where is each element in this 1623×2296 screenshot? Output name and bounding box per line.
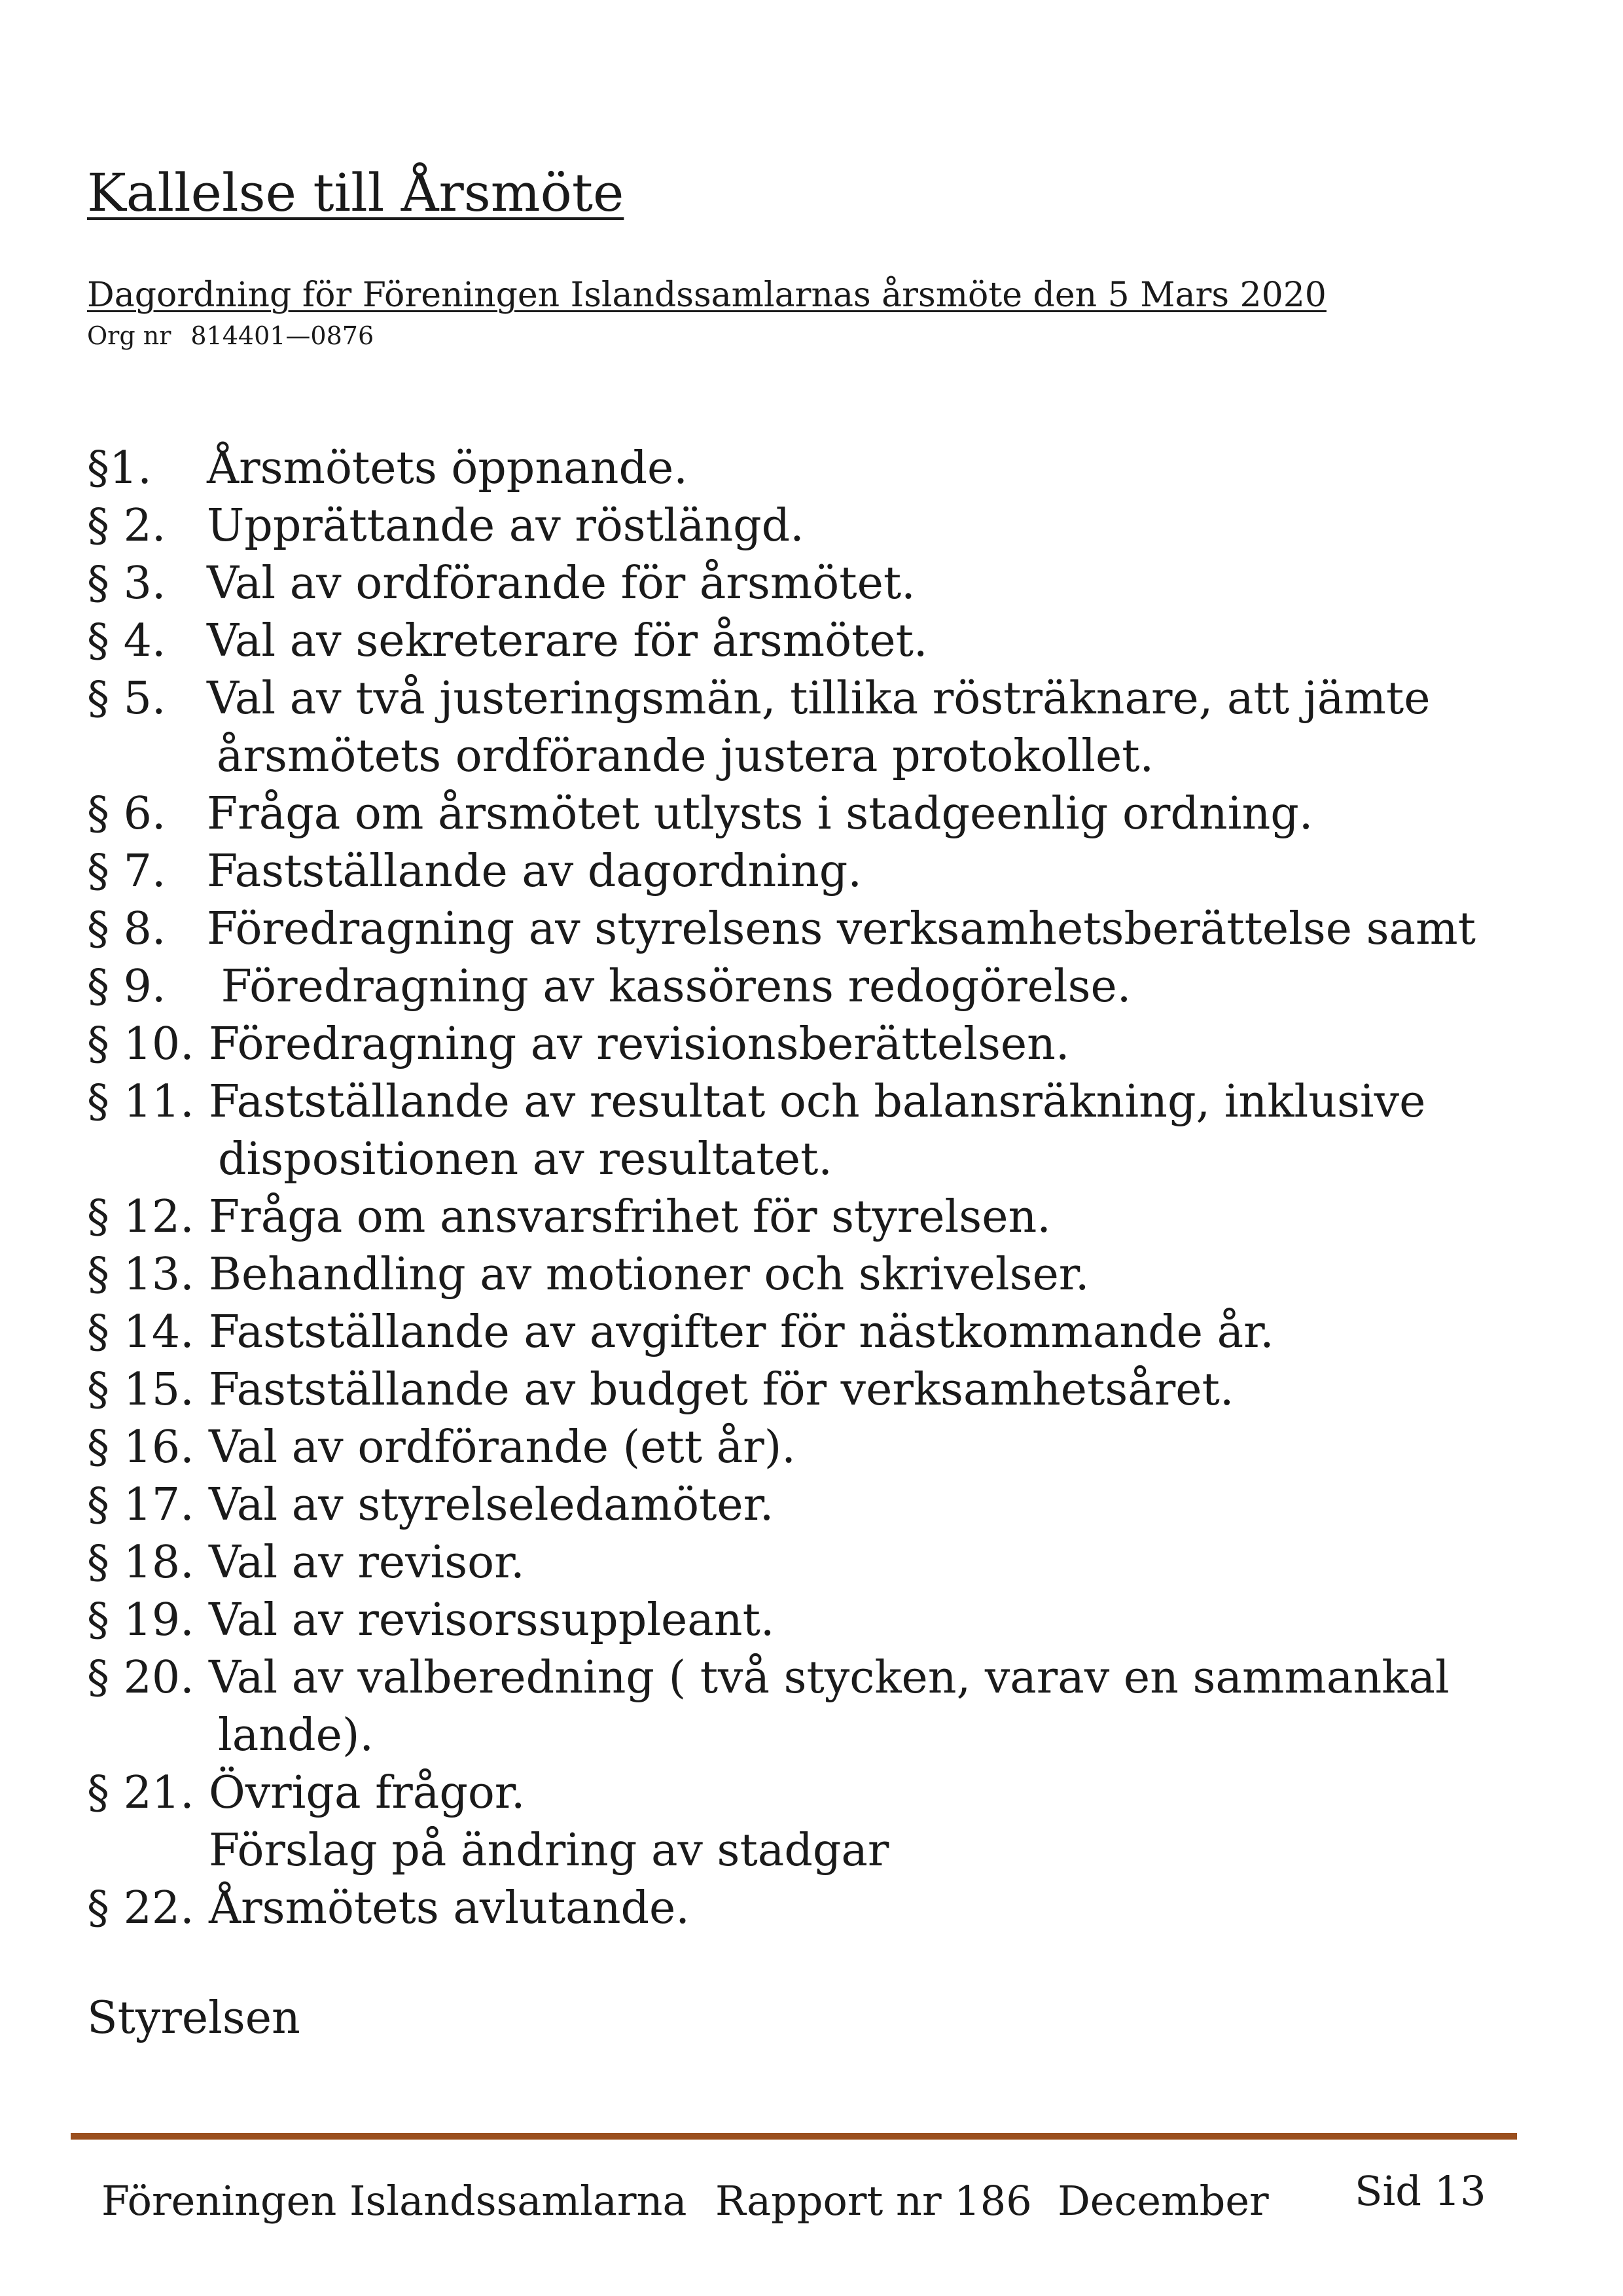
agenda-item-text: Fastställande av dagordning. (207, 846, 862, 897)
agenda-item-number: § 17. (87, 1479, 194, 1531)
agenda-item-7 (87, 843, 1527, 901)
agenda-item-text: Val av valberedning ( två stycken, varav en sammankal (209, 1652, 1450, 1704)
agenda-item-number: § 21. (87, 1767, 194, 1819)
org-number-value: 814401—0876 (190, 321, 374, 350)
agenda-item-number: § 22. (87, 1882, 194, 1934)
agenda-item-text: Upprättande av röstlängd. (207, 500, 804, 552)
agenda-item-text: Föredragning av revisionsberättelsen. (209, 1018, 1070, 1070)
agenda-item-text: Fastställande av resultat och balansräkning, inklusive (209, 1076, 1426, 1128)
agenda-item-number: § 20. (87, 1652, 194, 1704)
footer-organization: Föreningen Islandssamlarna (101, 2177, 687, 2225)
agenda-item-text: Fastställande av budget för verksamhetsåret. (209, 1364, 1234, 1416)
agenda-item-number: § 5. (87, 673, 166, 725)
agenda-item-number: § 4. (87, 615, 166, 667)
agenda-item-number: § 14. (87, 1306, 194, 1358)
agenda-item-3 (87, 555, 1527, 613)
agenda-item-8 (87, 901, 1527, 958)
footer-divider (71, 2133, 1517, 2140)
agenda-item-4 (87, 613, 1527, 670)
agenda-item-text: Fråga om ansvarsfrihet för styrelsen. (209, 1191, 1051, 1243)
agenda-item-text: Fråga om årsmötet utlysts i stadgeenlig ordning. (207, 788, 1313, 840)
agenda-item-text: Val av revisorssuppleant. (209, 1594, 775, 1646)
agenda-item-number: § 10. (87, 1018, 194, 1070)
page-title: Kallelse till Årsmöte (87, 162, 624, 223)
agenda-item-20 (87, 1649, 1527, 1707)
agenda-item-text: Årsmötets öppnande. (207, 442, 688, 494)
agenda-item-13 (87, 1246, 1527, 1304)
agenda-item-12 (87, 1189, 1527, 1246)
agenda-item-1 (87, 440, 1527, 497)
agenda-item-number: § 15. (87, 1364, 194, 1416)
agenda-item-text: Val av styrelseledamöter. (209, 1479, 774, 1531)
agenda-item-number: § 9. (87, 961, 166, 1013)
agenda-item-number: § 13. (87, 1249, 194, 1300)
agenda-item-text: Föredragning av kassörens redogörelse. (207, 961, 1132, 1013)
agenda-item-number: § 6. (87, 788, 166, 840)
agenda-heading: Dagordning för Föreningen Islandssamlarnas årsmöte den 5 Mars 2020 (87, 276, 1327, 315)
footer-report: Rapport nr 186 December (715, 2177, 1269, 2225)
agenda-item-text: Föredragning av styrelsens verksamhetsberättelse samt (207, 903, 1476, 955)
agenda-item-10 (87, 1016, 1527, 1073)
agenda-item-number: § 11. (87, 1076, 194, 1128)
agenda-item-text: Årsmötets avlutande. (209, 1882, 690, 1934)
agenda-item-17 (87, 1477, 1527, 1534)
agenda-item-number: §1. (87, 442, 152, 494)
agenda-item-number: § 16. (87, 1422, 194, 1473)
org-number-label: Org nr (87, 321, 171, 350)
agenda-item-number: § 8. (87, 903, 166, 955)
agenda-item-text: Fastställande av avgifter för nästkommande år. (209, 1306, 1274, 1358)
agenda-item-number: § 7. (87, 846, 166, 897)
agenda-item-number: § 2. (87, 500, 166, 552)
agenda-item-text: Val av två justeringsmän, tillika rösträknare, att jämte (207, 673, 1431, 725)
agenda-item-text: Val av revisor. (209, 1537, 525, 1588)
signature: Styrelsen (87, 1992, 300, 2044)
agenda-item-number: § 3. (87, 558, 166, 609)
agenda-item-22 (87, 1880, 1527, 1937)
page-number: Sid 13 (1355, 2167, 1486, 2215)
agenda-item-number: § 18. (87, 1537, 194, 1588)
agenda-item-2 (87, 497, 1527, 555)
agenda-item-text: Övriga frågor. (209, 1767, 526, 1819)
agenda-item-15 (87, 1361, 1527, 1419)
agenda-item-18 (87, 1534, 1527, 1592)
agenda-item-text: Behandling av motioner och skrivelser. (209, 1249, 1090, 1300)
agenda-item-continuation: dispositionen av resultatet. (218, 1134, 832, 1185)
agenda-item-text: Val av sekreterare för årsmötet. (207, 615, 928, 667)
agenda-item-6 (87, 785, 1527, 843)
agenda-item-continuation: årsmötets ordförande justera protokollet. (217, 730, 1154, 782)
agenda-item-continuation: Förslag på ändring av stadgar (209, 1825, 889, 1876)
agenda-item-16 (87, 1419, 1527, 1477)
agenda-item-number: § 19. (87, 1594, 194, 1646)
agenda-item-19 (87, 1592, 1527, 1649)
agenda-item-9 (87, 958, 1527, 1016)
agenda-item-continuation: lande). (218, 1710, 374, 1761)
agenda-item-text: Val av ordförande (ett år). (209, 1422, 796, 1473)
agenda-item-5 (87, 670, 1527, 728)
agenda-item-text: Val av ordförande för årsmötet. (207, 558, 916, 609)
agenda-item-14 (87, 1304, 1527, 1361)
org-number (87, 321, 374, 351)
agenda-item-21 (87, 1765, 1527, 1822)
agenda-item-number: § 12. (87, 1191, 194, 1243)
agenda-item-11 (87, 1073, 1527, 1131)
agenda-list (87, 440, 1527, 1937)
